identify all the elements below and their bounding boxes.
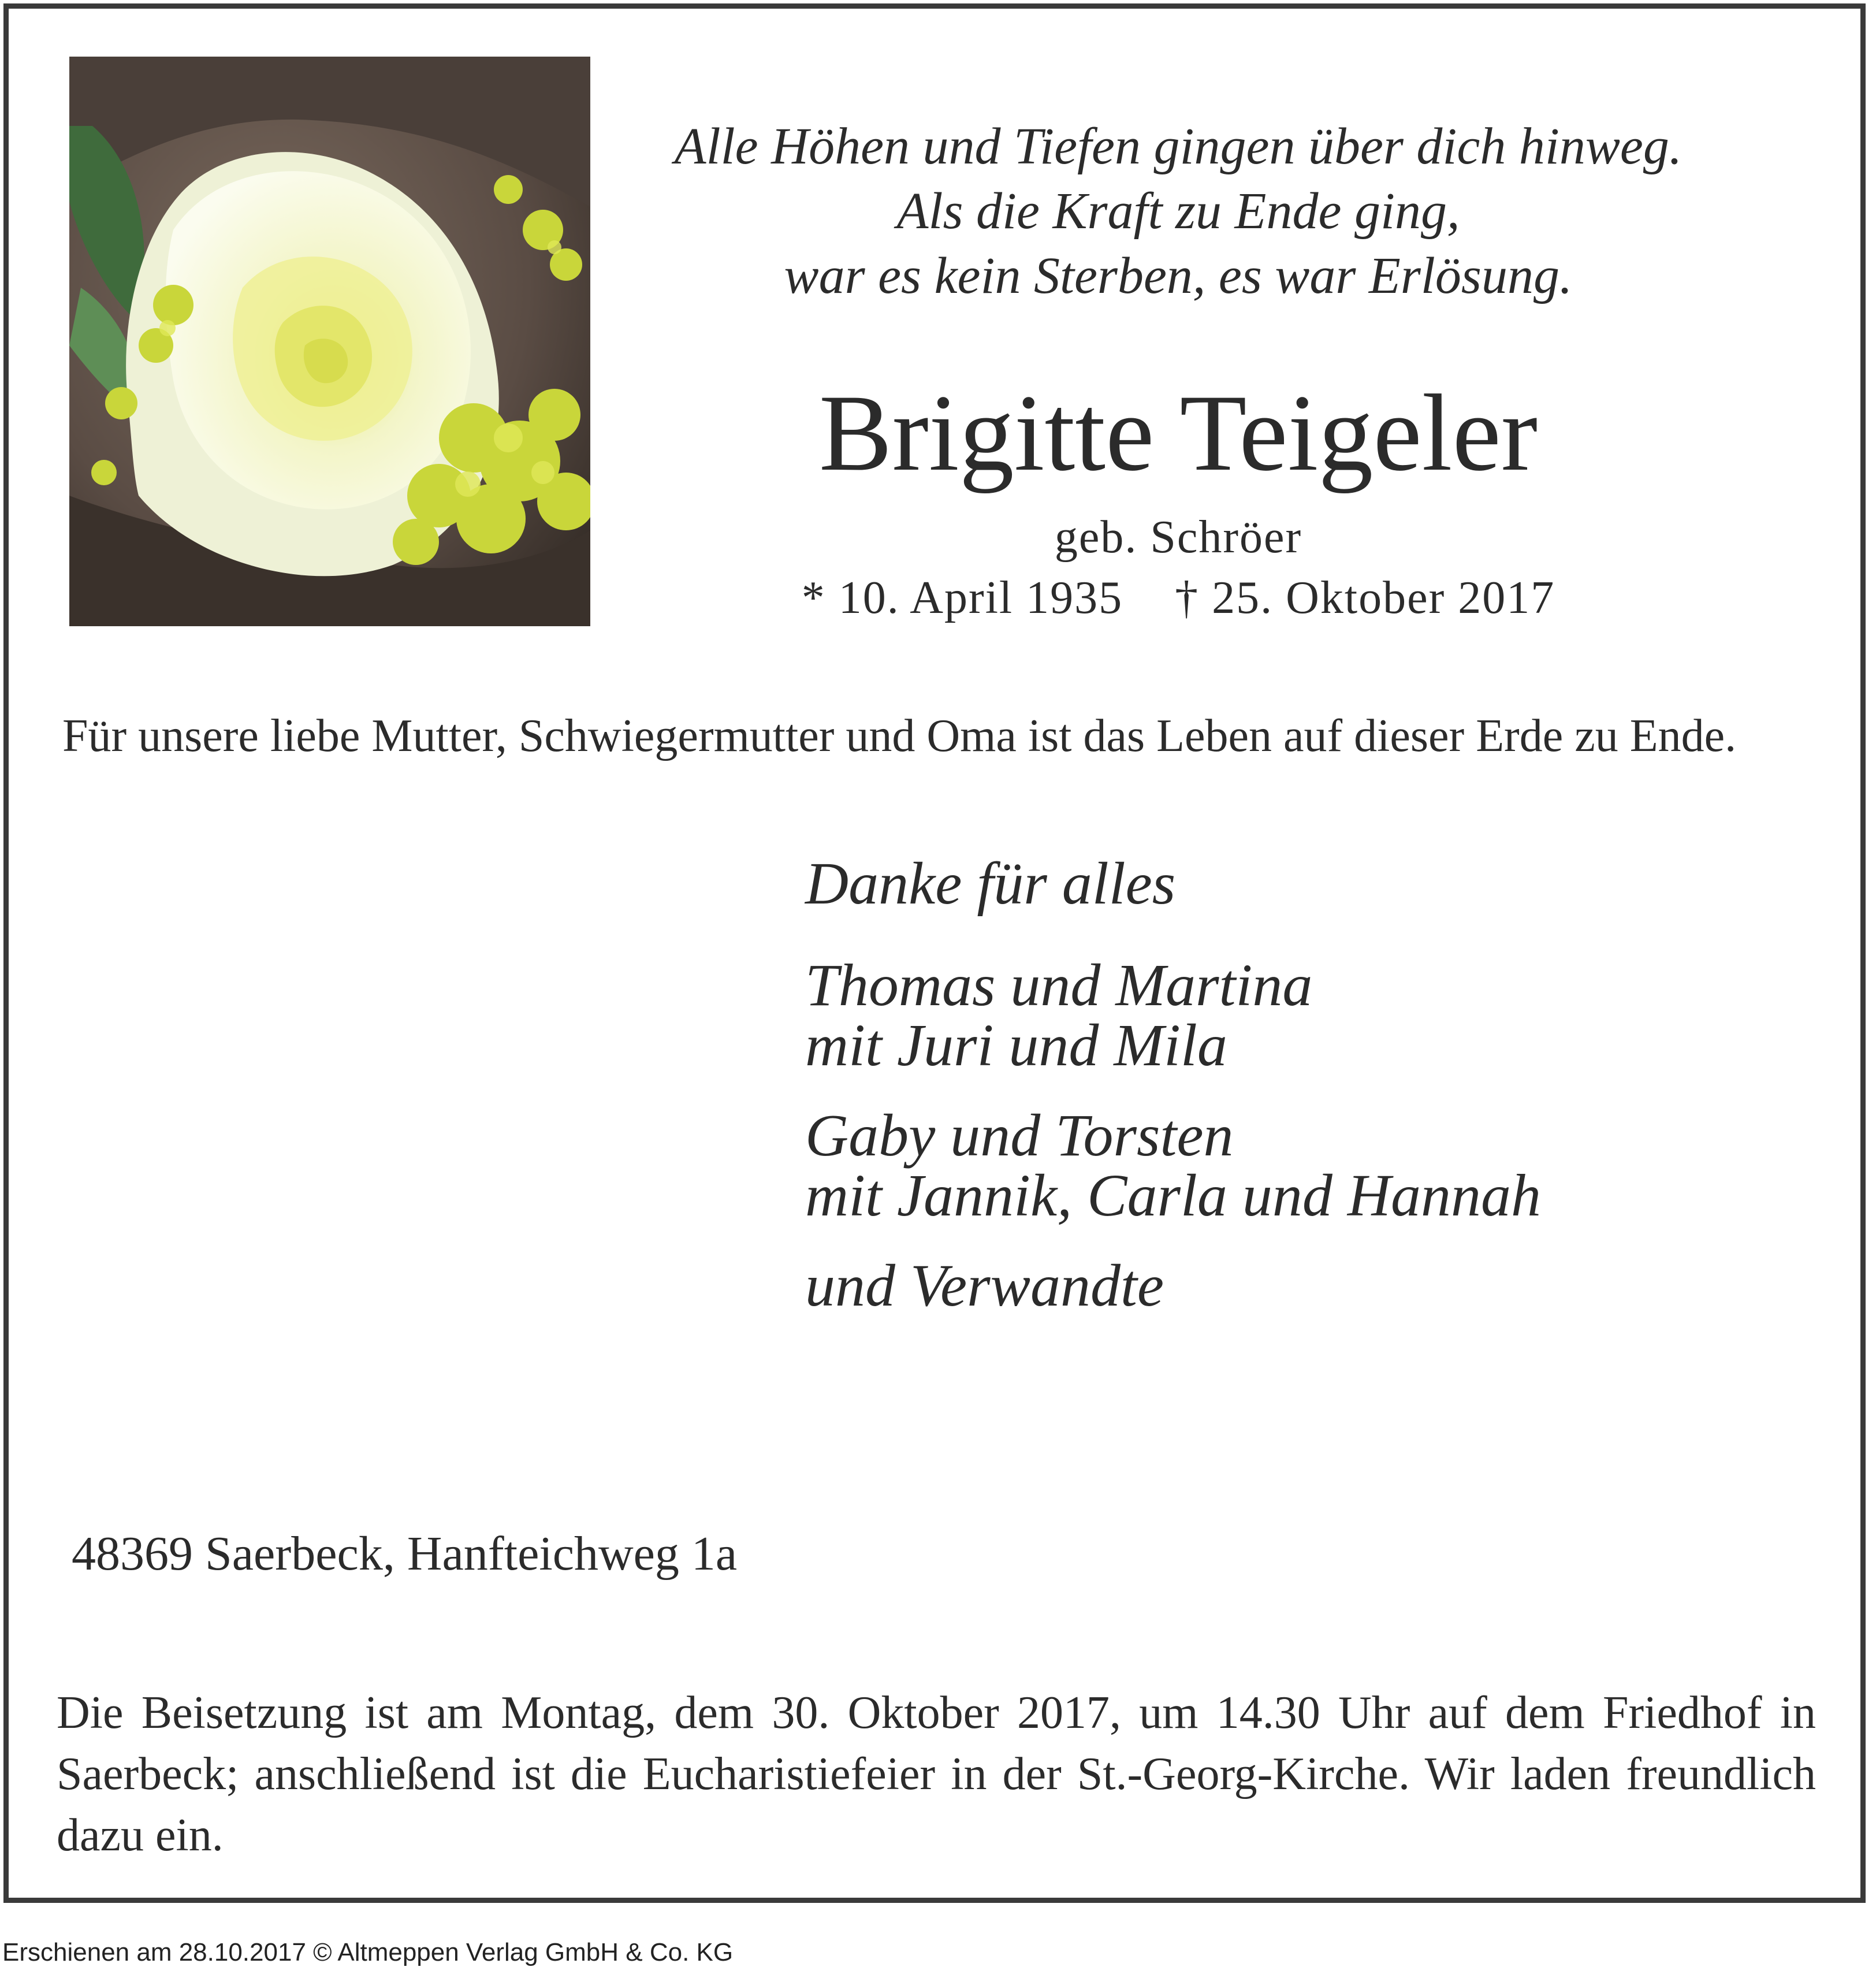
quote-line-2: Als die Kraft zu Ende ging, (896, 183, 1460, 240)
relatives-line: und Verwandte (805, 1252, 1164, 1319)
signature-line: Thomas und Martina (805, 952, 1313, 1018)
quote-line-3: war es kein Sterben, es war Erlösung. (784, 247, 1573, 304)
white-rose-image (69, 57, 590, 626)
signatures (805, 850, 1541, 1319)
intro-text: Für unsere liebe Mutter, Schwiegermutter und Oma ist das Leben auf dieser Erde zu Ende. (62, 711, 1737, 761)
signature-line: Gaby und Torsten (805, 1102, 1234, 1169)
deceased-name: Brigitte Teigeler (818, 373, 1538, 494)
birth-date: * 10. April 1935 (801, 572, 1123, 623)
rose-photo (69, 57, 590, 626)
publication-footer: Erschienen am 28.10.2017 © Altmeppen Verlag GmbH & Co. KG (2, 1938, 734, 1966)
quote-line-1: Alle Höhen und Tiefen gingen über dich hinweg. (674, 118, 1683, 175)
signature-line: mit Jannik, Carla und Hannah (805, 1162, 1541, 1229)
funeral-info: Die Beisetzung ist am Montag, dem 30. Oktober 2017, um 14.30 Uhr auf dem Friedhof in Saerbeck; anschließend ist die Eucharistiefeier in der St.-Georg-Kirche. Wir laden freundlich dazu ein. (57, 1687, 1816, 1861)
thanks-line: Danke für alles (805, 850, 1176, 917)
life-dates (612, 569, 1744, 627)
death-date: † 25. Oktober 2017 (1175, 572, 1555, 623)
address: 48369 Saerbeck, Hanfteichweg 1a (72, 1527, 738, 1581)
memorial-quote (612, 114, 1744, 308)
signature-group-2 (805, 1102, 1541, 1229)
signature-line: mit Juri und Mila (805, 1012, 1227, 1079)
signature-group-1 (805, 952, 1541, 1079)
born-name: geb. Schröer (1054, 512, 1302, 563)
